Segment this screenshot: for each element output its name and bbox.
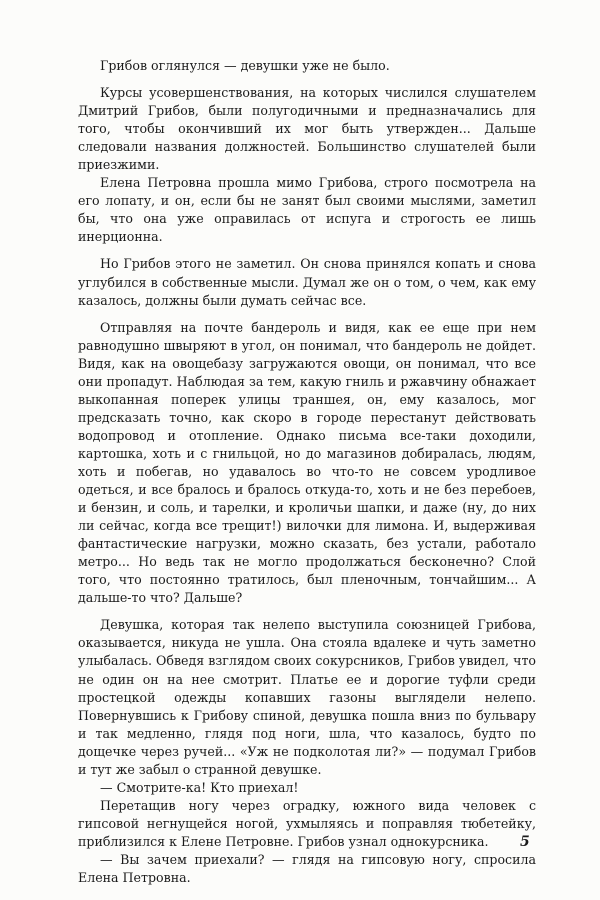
- paragraph-2: Курсы усовершенствования, на которых числился слушателем Дмитрий Грибов, были полугодичными и предназначались для того, чтобы окончивший их мог быть утвержден... Дальше следовали названия должностей. Большинство слушателей были приезжими.: [78, 85, 536, 173]
- paragraph-5: Отправляя на почте бандероль и видя, как ее еще при нем равнодушно швыряют в угол, он понимал, что бандероль не дойдет. Видя, как на овощебазу загружаются овощи, он понимал, что все они пропадут. Наблюдая за тем, какую гниль и ржавчину обнажает выкопанная поперек улицы траншея, он, ему казалось, мог предсказать точно, как скоро в городе перестанут действовать водопровод и отопление. Однако письма все-таки доходили, картошка, хоть и с гнильцой, но до магазинов добиралась, людям, хоть и побегав, но удавалось во что-то не совсем уродливое одеться, и все бралось и бралось откуда-то, хоть и не без перебоев, и бензин, и соль, и тарелки, и кроличьи шапки, и даже (ну, до них ли сейчас, когда все трещит!) вилочки для лимона. И, выдерживая фантастические нагрузки, можно сказать, без устали, работало метро... Но ведь так не могло продолжаться бесконечно? Слой того, что постоянно тратилось, был пленочным, тончайшим... А дальше-то что? Дальше?: [78, 319, 536, 606]
- paragraph-3: Елена Петровна прошла мимо Грибова, строго посмотрела на его лопату, и он, если бы не занят был своими мыслями, заметил бы, что она уже оправилась от испуга и строгость ее лишь инерционна.: [78, 175, 536, 245]
- paragraph-8: Перетащив ногу через оградку, южного вида человек с гипсовой негнущейся ногой, ухмыляясь и поправляя тюбетейку, приблизился к Елене Петровне. Грибов узнал однокурсника.: [78, 797, 536, 849]
- paragraph-1: Грибов оглянулся — девушки уже не было.: [100, 58, 390, 73]
- paragraph-9: — Вы зачем приехали? — глядя на гипсовую ногу, спросила Елена Петровна.: [78, 851, 536, 886]
- paragraph-4: Но Грибов этого не заметил. Он снова принялся копать и снова углубился в собственные мысли. Думал же он о том, о чем, как ему казалось, должны были думать сейчас все.: [78, 256, 536, 308]
- paragraph-7: — Смотрите-ка! Кто приехал!: [100, 779, 299, 795]
- page-number: 5: [520, 834, 530, 850]
- paragraph-6: Девушка, которая так нелепо выступила союзницей Грибова, оказывается, никуда не ушла. Она стояла вдалеке и чуть заметно улыбалась. Обведя взглядом своих сокурсников, Грибов увидел, что не один он на нее смотрит. Платье ее и дорогие туфли среди простецкой одежды копавших газоны выглядели нелепо. Повернувшись к Грибову спиной, девушка пошла вниз по бульвару и так медленно, глядя под ноги, шла, что казалось, будто по дощечке через ручей... «Уж не подколотая ли?» — подумал Грибов и тут же забыл о странной девушке.: [78, 617, 536, 777]
- body-text: [78, 57, 536, 887]
